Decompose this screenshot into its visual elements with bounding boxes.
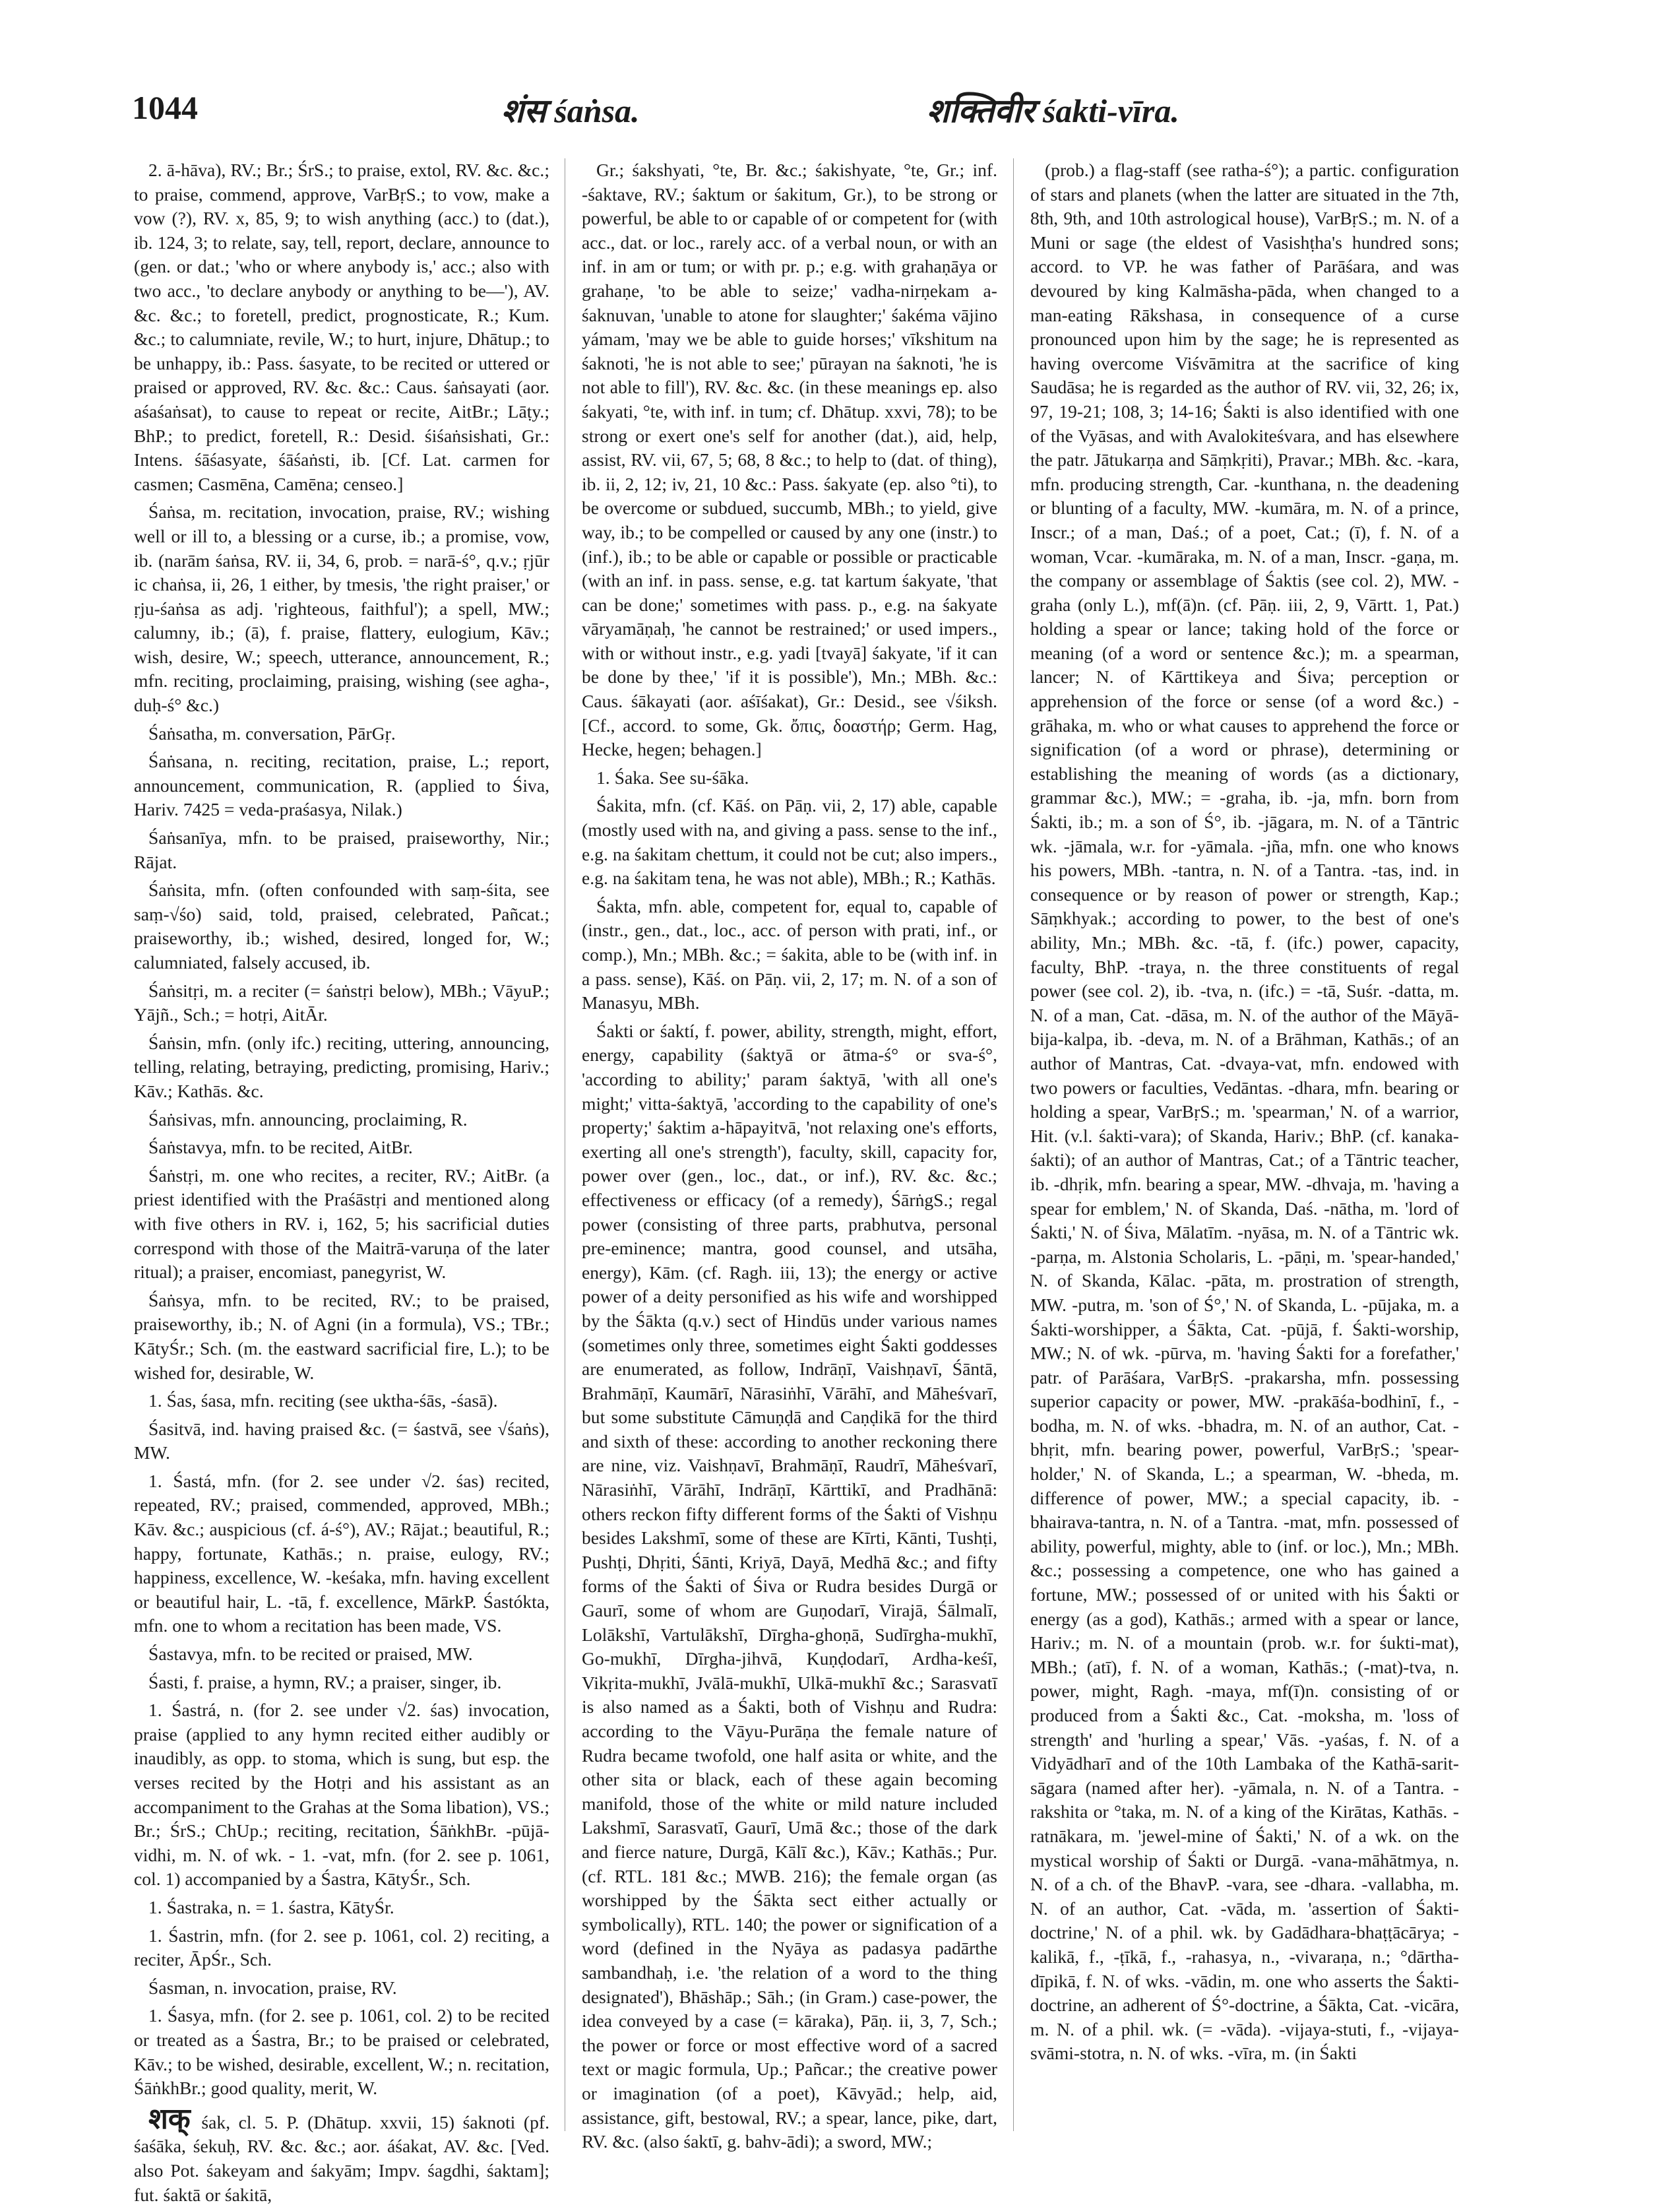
dictionary-entry: Śaṅstavya, mfn. to be recited, AitBr. (148, 1137, 413, 1158)
dictionary-entry: Śakta, mfn. able, competent for, equal to, capable of (instr., gen., dat., loc., acc. of person with prati, inf., or comp.), Mn.; MBh. &c.; = śakita, able to be (with inf. in a pass. sense), Kāś. on Pāṇ. vii, 2, 17; m. N. of a son of Manasyu, MBh. (582, 895, 997, 1013)
page-header (132, 84, 1662, 137)
dictionary-entry: Śasitvā, ind. having praised &c. (= śastvā, see √śaṅs), MW. (134, 1418, 549, 1463)
dictionary-entry: Śakita, mfn. (cf. Kāś. on Pāṇ. vii, 2, 17) able, capable (mostly used with na, and giving a pass. sense to the inf., e.g. na śakitam chettum, it could not be cut; also impers., e.g. na śakitam tena, he was not able), MBh.; R.; Kathās. (582, 795, 997, 889)
column-divider (1013, 158, 1014, 2131)
dictionary-entry: Śaṅsitṛi, m. a reciter (= śaṅstṛi below), MBh.; VāyuP.; Yājñ., Sch.; = hotṛi, AitĀr. (134, 980, 549, 1025)
dictionary-entry: 1. Śastrá, n. (for 2. see under √2. śas) invocation, praise (applied to any hymn recited either audibly or inaudibly, as opp. to stoma, which is sung, but esp. the verses recited by the Hotṛi and his assistant as an accompaniment to the Grahas at the Soma libation), VS.; Br.; ŚrS.; ChUp.; reciting, recitation, ŚāṅkhBr. -pūjā-vidhi, m. N. of wk. - 1. -vat, mfn. (for 2. see p. 1061, col. 1) accompanied by a Śastra, KātyŚr., Sch. (134, 1700, 549, 1890)
dictionary-entry: 1. Śaka. See su-śāka. (596, 767, 749, 788)
dictionary-entry: Śaṅsa, m. recitation, invocation, praise, RV.; wishing well or ill to, a blessing or a curse, ib.; a promise, vow, ib. (narām śaṅsa, RV. ii, 34, 6, prob. = narā-ś°, q.v.; ṛjūr ic chaṅsa, ii, 26, 1 either, by tmesis, 'the right praiser,' or ṛju-śaṅsa as adj. 'righteous, faithful'); a spell, MW.; calumny, ib.; (ā), f. praise, flattery, eulogium, Kāv.; wish, desire, W.; speech, utterance, announcement, R.; mfn. reciting, proclaiming, praising, wishing (see agha-, duḥ-ś° &c.) (134, 501, 549, 716)
dictionary-entry: Śaṅsita, mfn. (often confounded with saṃ-śita, see saṃ-√śo) said, told, praised, celebrated, Pañcat.; praiseworthy, ib.; wished, desired, longed for, W.; calumniated, falsely accused, ib. (134, 880, 549, 973)
dictionary-entry: Śastavya, mfn. to be recited or praised, MW. (148, 1644, 473, 1665)
column-2 (582, 158, 997, 2152)
dictionary-entry: 1. Śastrin, mfn. (for 2. see p. 1061, col. 2) reciting, a reciter, ĀpŚr., Sch. (134, 1925, 549, 1970)
dictionary-entry: Śasti, f. praise, a hymn, RV.; a praiser, singer, ib. (148, 1671, 502, 1692)
dictionary-entry: Śaṅsanīya, mfn. to be praised, praiseworthy, Nir.; Rājat. (134, 827, 549, 872)
right-running-headword: शक्तिवीर śakti-vīra. (927, 92, 1179, 129)
devanagari-root: शक् (148, 2102, 202, 2135)
dictionary-entry: 1. Śastraka, n. = 1. śastra, KātyŚr. (148, 1896, 394, 1917)
dictionary-entry: Śaṅsivas, mfn. announcing, proclaiming, R. (148, 1108, 468, 1130)
dictionary-entry: 2. ā-hāva), RV.; Br.; ŚrS.; to praise, extol, RV. &c. &c.; to praise, commend, approve, VarBṛS.; to vow, make a vow (?), RV. x, 85, 9; to wish anything (acc.) to (dat.), ib. 124, 3; to relate, say, tell, report, declare, announce to (gen. or dat.; 'who or where anybody is,' acc.; also with two acc., 'to declare anybody or anything to be—'), AV. &c. &c.; to foretell, predict, prognosticate, R.; Kum. &c.; to calumniate, revile, W.; to hurt, injure, Dhātup.; to be unhappy, ib.: Pass. śasyate, to be recited or uttered or praised or approved, RV. &c. &c.: Caus. śaṅsayati (aor. aśaśaṅsat), to cause to repeat or recite, AitBr.; Lāṭy.; BhP.; to predict, foretell, R.: Desid. śiśaṅsishati, Gr.: Intens. śāśasyate, śāśaṅsti, ib. [Cf. Lat. carmen for casmen; Casmēna, Camēna; censeo.] (134, 160, 549, 494)
dictionary-entry: Śaṅstṛi, m. one who recites, a reciter, RV.; AitBr. (a priest identified with the Praśāstṛi and mentioned along with five others in RV. i, 162, 5; his sacrificial duties correspond with those of the Maitrā-varuṇa of the later ritual); a praiser, encomiast, panegyrist, W. (134, 1165, 549, 1283)
dictionary-entry: Śakti or śaktí, f. power, ability, strength, might, effort, energy, capability (śaktyā or ātma-ś° or sva-ś°, 'according to ability;' param śaktyā, 'with all one's might;' vitta-śaktyā, 'according to the capability of one's property;' śaktim a-hāpayitvā, 'not relaxing one's efforts, exerting all one's strength'), faculty, skill, capacity for, power over (gen., loc., dat., or inf.), RV. &c. &c.; effectiveness or efficacy (of a remedy), ŚārṅgS.; regal power (consisting of three parts, prabhutva, personal pre-eminence; mantra, good counsel, and utsāha, energy), Kām. (cf. Ragh. iii, 13); the energy or active power of a deity personified as his wife and worshipped by the Śākta (q.v.) sect of Hindūs under various names (sometimes only three, sometimes eight Śakti goddesses are enumerated, as follow, Indrāṇī, Vaishṇavī, Śāntā, Brahmāṇī, Kaumārī, Nārasiṅhī, Vārāhī, and Māheśvarī, but some substitute Cāmuṇḍā and Caṇḍikā for the third and sixth of these: according to another reckoning there are nine, viz. Vaishṇavī, Brahmāṇī, Raudrī, Māheśvarī, Nārasiṅhī, Vārāhī, Indrāṇī, Kārttikī, and Pradhānā: others reckon fifty different forms of the Śakti of Vishṇu besides Lakshmī, some of these are Kīrti, Kānti, Tushṭi, Pushṭi, Dhṛiti, Śānti, Kriyā, Dayā, Medhā &c.; and fifty forms of the Śakti of Śiva or Rudra besides Durgā or Gaurī, some of whom are Guṇodarī, Virajā, Śālmalī, Lolākshī, Vartulākshī, Dīrgha-ghoṇā, Sudīrgha-mukhī, Go-mukhī, Dīrgha-jihvā, Kuṇḍodarī, Ardha-keśī, Vikṛita-mukhī, Jvālā-mukhī, Ulkā-mukhī &c.; Sarasvatī is also named as a Śakti, both of Vishṇu and Rudra: according to the Vāyu-Purāṇa the female nature of Rudra became twofold, one half asita or white, and the other sita or black, each of these again becoming manifold, those of the white or mild nature included Lakshmī, Sarasvatī, Gaurī, Umā &c.; those of the dark and fierce nature, Durgā, Kālī &c.), Kāv.; Kathās.; Pur. (cf. RTL. 181 &c.; MWB. 216); the female organ (as worshipped by the Śākta sect either actually or symbolically), RTL. 140; the power or signification of a word (defined in the Nyāya as padasya padārthe sambandhaḥ, i.e. 'the relation of a word to the thing designated'), Bhāshāp.; Sāh.; (in Gram.) case-power, the idea conveyed by a case (= kāraka), Pāṇ. ii, 3, 7, Sch.; the power or force or most effective word of a sacred text or magic formula, Up.; Pañcar.; the creative power or imagination (of a poet), Kāvyād.; help, aid, assistance, gift, bestowal, RV.; a spear, lance, pike, dart, RV. &c. (also śaktī, g. bahv-ādi); a sword, MW.; (582, 1020, 997, 2152)
column-3 (1030, 158, 1459, 2138)
dictionary-entry: (prob.) a flag-staff (see ratha-ś°); a partic. configuration of stars and planets (when the latter are situated in the 7th, 8th, 9th, and 10th astrological house), VarBṛS.; m. N. of a Muni or sage (the eldest of Vasishṭha's hundred sons; accord. to VP. he was father of Parāśara, and was devoured by king Kalmāsha-pāda, when changed to a man-eating Rākshasa, in consequence of a curse pronounced upon him by the sage; he is represented as having overcome Viśvāmitra at the sacrifice of king Saudāsa; he is regarded as the author of RV. vii, 32, 26; ix, 97, 19-21; 108, 3; 14-16; Śakti is also identified with one of the Vyāsas, and with Avalokiteśvara, and has elsewhere the patr. Jātukarṇa and Sāṃkṛiti), Pravar.; MBh. &c. -kara, mfn. producing strength, Car. -kunthana, n. the deadening or blunting of a faculty, MW. -kumāra, m. N. of a prince, Inscr.; of a man, Daś.; of a poet, Cat.; (ī), f. N. of a woman, Vcar. -kumāraka, m. N. of a man, Inscr. -gaṇa, m. the company or assemblage of Śaktis (see col. 2), MW. -graha (only L.), mf(ā)n. (cf. Pāṇ. iii, 2, 9, Vārtt. 1, Pat.) holding a spear or lance; taking hold of the force or meaning (of a word or sentence &c.); m. a spearman, lancer; N. of Kārttikeya and Śiva; perception or apprehension of the force or sense (of a word &c.) -grāhaka, m. who or what causes to apprehend the force or signification (of a word or phrase), determining or establishing the meaning of words (as a dictionary, grammar &c.), MW.; = -graha, ib. -ja, mfn. born from Śakti, ib.; m. a son of Ś°, ib. -jāgara, m. N. of a Tāntric wk. -jāmala, w.r. for -yāmala. -jña, mfn. one who knows his powers, MBh. -tantra, n. N. of a Tantra. -tas, ind. in consequence or by reason of power or strength, Kap.; Sāṃkhyak.; according to power, to the best of one's ability, Mn.; MBh. &c. -tā, f. (ifc.) power, capacity, faculty, BhP. -traya, n. the three constituents of regal power (see col. 2), ib. -tva, n. (ifc.) = -tā, Suśr. -datta, m. N. of a man, Cat. -dāsa, m. N. of the author of the Māyā-bija-kalpa, ib. -deva, m. N. of a Brāhman, Kathās.; of an author of Mantras, Cat. -dvaya-vat, mfn. endowed with two powers or faculties, Vedāntas. -dhara, mfn. bearing or holding a spear, VarBṛS.; m. 'spearman,' N. of a warrior, Hit. (v.l. śakti-vara); of Skanda, Hariv.; BhP. (cf. kanaka-śakti); of an author of Mantras, Cat.; of a Tāntric teacher, ib. -dhṛik, mfn. bearing a spear, MW. -dhvaja, m. 'having a spear for emblem,' N. of Skanda, Daś. -nātha, m. 'lord of Śakti,' N. of Śiva, Mālatīm. -nyāsa, m. N. of a Tāntric wk. -parṇa, m. Alstonia Scholaris, L. -pāṇi, m. 'spear-handed,' N. of Skanda, Kālac. -pāta, m. prostration of strength, MW. -putra, m. 'son of Ś°,' N. of Skanda, L. -pūjaka, m. a Śakti-worshipper, a Śākta, Cat. -pūjā, f. Śakti-worship, MW.; N. of wk. -pūrva, m. 'having Śakti for a forefather,' patr. of Parāśara, VarBṛS. -prakarsha, mfn. possessing superior capacity or power, MW. -prakāśa-bodhinī, f., -bodha, m. N. of wks. -bhadra, m. N. of an author, Cat. -bhṛit, mfn. bearing power, powerful, VarBṛS.; 'spear-holder,' N. of Skanda, L.; a spearman, W. -bheda, m. difference of power, MW.; a special capacity, ib. -bhairava-tantra, n. N. of a Tantra. -mat, mfn. possessed of ability, powerful, mighty, able to (inf. or loc.), Mn.; MBh. &c.; possessing a competence, one who has gained a fortune, MW.; possessed of or united with his Śakti or energy (as a god), Kathās.; armed with a spear or lance, Hariv.; m. N. of a mountain (prob. w.r. for śukti-mat), MBh.; (atī), f. N. of a woman, Kathās.; (-mat)-tva, n. power, might, Ragh. -maya, mf(ī)n. consisting of or produced from a Śakti &c., Cat. -moksha, m. 'loss of strength' and 'hurling a spear,' Vās. -yaśas, f. N. of a Vidyādharī and of the 10th Lambaka of the Kathā-sarit-sāgara (named after her). -yāmala, n. N. of a Tantra. -rakshita or °taka, m. N. of a king of the Kirātas, Kathās. -ratnākara, m. 'jewel-mine of Śakti,' N. of a wk. on the mystical worship of Śakti or Durgā. -vana-māhātmya, n. N. of a ch. of the BhavP. -vara, see -dhara. -vallabha, m. N. of an author, Cat. -vāda, m. 'assertion of Śakti-doctrine,' N. of a phil. wk. by Gadādhara-bhaṭṭācārya; -kalikā, f., -ṭīkā, f., -rahasya, n., -vivaraṇa, n.; °dārtha-dīpikā, f. N. of wks. -vādin, m. one who asserts the Śakti-doctrine, an adherent of Ś°-doctrine, a Śākta, Cat. -vicāra, m. N. of a phil. wk. (= -vāda). -vijaya-stuti, f., -vijaya-svāmi-stotra, n. N. of wks. -vīra, m. (in Śakti (1030, 160, 1459, 2064)
dictionary-entry: 1. Śastá, mfn. (for 2. see under √2. śas) recited, repeated, RV.; praised, commended, approved, MBh.; Kāv. &c.; auspicious (cf. á-ś°), AV.; Rājat.; beautiful, R.; happy, fortunate, Kathās.; n. praise, eulogy, RV.; happiness, excellence, W. -keśaka, mfn. having excellent or beautiful hair, L. -tā, f. excellence, MārkP. Śastókta, mfn. one to whom a recitation has been made, VS. (134, 1470, 549, 1636)
dictionary-entry: Śaṅsya, mfn. to be recited, RV.; to be praised, praiseworthy, ib.; N. of Agni (in a formula), VS.; TBr.; KātyŚr.; Sch. (m. the eastward sacrificial fire, L.); to be wished for, desirable, W. (134, 1289, 549, 1383)
dictionary-entry: Śaṅsana, n. reciting, recitation, praise, L.; report, announcement, communication, R. (applied to Śiva, Hariv. 7425 = veda-praśasya, Nilak.) (134, 751, 549, 820)
dictionary-entry: Gr.; śakshyati, °te, Br. &c.; śakishyate, °te, Gr.; inf. -śaktave, RV.; śaktum or śakitum, Gr.), to be strong or powerful, be able to or capable of or competent for (with acc., dat. or loc., rarely acc. of a verbal noun, or with an inf. in am or tum; or with pr. p.; e.g. with grahaṇāya or grahaṇe, 'to be able to seize;' vadha-nirṇekam a-śaknuvan, 'unable to atone for slaughter;' śakéma vājino yámam, 'may we be able to guide horses;' vīkshitum na śaknoti, 'he is not able to see;' pūrayan na śaknoti, 'he is not able to fill'), RV. &c. &c. (in these meanings ep. also śakyati, °te, with inf. in tum; cf. Dhātup. xxvi, 78); to be strong or exert one's self for another (dat.), aid, help, assist, RV. vii, 67, 5; 68, 8 &c.; to help to (dat. of thing), ib. ii, 2, 12; iv, 21, 10 &c.: Pass. śakyate (ep. also °ti), to be overcome or subdued, succumb, MBh.; to yield, give way, ib.; to be compelled or caused by any one (instr.) to (inf.), ib.; to be able or capable or possible or practicable (with an inf. in pass. sense, e.g. tat kartum śakyate, 'that can be done;' sometimes with pass. p., e.g. na śakyate vāryamāṇaḥ, 'he cannot be restrained;' or used impers., with or without instr., e.g. yadi [tvayā] śakyate, 'if it can be done by thee,' 'if it is possible'), Mn.; MBh. &c.: Caus. śākayati (aor. aśīśakat), Gr.: Desid., see √śiksh. [Cf., accord. to some, Gk. ὄπις, δοαστήρ; Germ. Hag, Hecke, hegen; behagen.] (582, 160, 997, 760)
dictionary-entry: Śasman, n. invocation, praise, RV. (148, 1977, 397, 1998)
dictionary-entry: 1. Śas, śasa, mfn. reciting (see uktha-śās, -śasā). (148, 1390, 498, 1411)
dictionary-entry: Śaṅsin, mfn. (only ifc.) reciting, uttering, announcing, telling, relating, betraying, predicting, promising, Hariv.; Kāv.; Kathās. &c. (134, 1032, 549, 1101)
page-number: 1044 (132, 89, 198, 126)
dictionary-entry: Śaṅsatha, m. conversation, PārGṛ. (148, 722, 396, 744)
column-1 (134, 158, 549, 2205)
root-entry-text: śak, cl. 5. P. (Dhātup. xxvii, 15) śaknoti (pf. śaśāka, śekuḥ, RV. &c. &c.; aor. áśakat, AV. &c. [Ved. also Pot. śakeyam and śakyām; Impv. śagdhi, śaktam]; fut. śaktā or śakitā, (134, 2111, 549, 2205)
dictionary-entry: 1. Śasya, mfn. (for 2. see p. 1061, col. 2) to be recited or treated as a Śastra, Br.; to be praised or celebrated, Kāv.; to be wished, desirable, excellent, W.; n. recitation, ŚāṅkhBr.; good quality, merit, W. (134, 2005, 549, 2099)
dictionary-entry (134, 2102, 549, 2207)
left-running-headword: शंस śaṅsa. (501, 92, 640, 129)
